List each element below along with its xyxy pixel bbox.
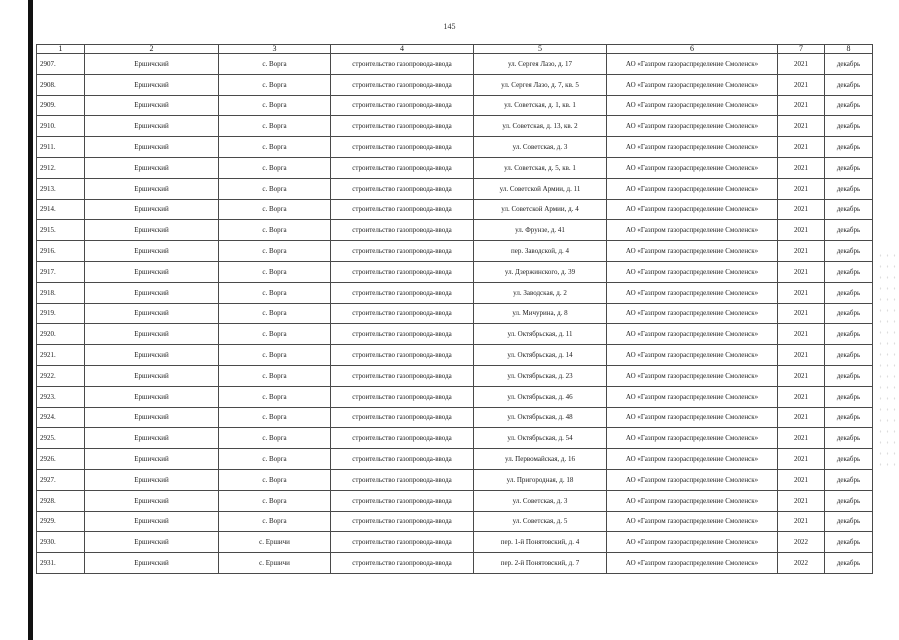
- row-number: 2923.: [37, 386, 85, 407]
- work-type-cell: строительство газопровода-ввода: [331, 386, 474, 407]
- address-cell: ул. Октябрьская, д. 14: [474, 345, 607, 366]
- year-cell: 2021: [778, 116, 825, 137]
- work-type-cell: строительство газопровода-ввода: [331, 365, 474, 386]
- year-cell: 2021: [778, 365, 825, 386]
- table-row: [37, 386, 873, 407]
- year-cell: 2021: [778, 74, 825, 95]
- work-type-cell: строительство газопровода-ввода: [331, 449, 474, 470]
- organization-cell: АО «Газпром газораспределение Смоленск»: [607, 95, 778, 116]
- year-cell: 2021: [778, 54, 825, 75]
- address-cell: ул. Фрунзе, д. 41: [474, 220, 607, 241]
- row-number: 2926.: [37, 449, 85, 470]
- month-cell: декабрь: [825, 365, 873, 386]
- work-type-cell: строительство газопровода-ввода: [331, 511, 474, 532]
- address-cell: ул. Октябрьская, д. 46: [474, 386, 607, 407]
- month-cell: декабрь: [825, 74, 873, 95]
- district-cell: Ершичский: [85, 241, 219, 262]
- work-type-cell: строительство газопровода-ввода: [331, 303, 474, 324]
- organization-cell: АО «Газпром газораспределение Смоленск»: [607, 449, 778, 470]
- column-header: 1: [37, 45, 85, 54]
- settlement-cell: с. Ворга: [219, 74, 331, 95]
- month-cell: декабрь: [825, 532, 873, 553]
- work-type-cell: строительство газопровода-ввода: [331, 261, 474, 282]
- table-row: [37, 95, 873, 116]
- work-type-cell: строительство газопровода-ввода: [331, 199, 474, 220]
- month-cell: декабрь: [825, 137, 873, 158]
- settlement-cell: с. Ворга: [219, 407, 331, 428]
- district-cell: Ершичский: [85, 345, 219, 366]
- column-header: 4: [331, 45, 474, 54]
- organization-cell: АО «Газпром газораспределение Смоленск»: [607, 220, 778, 241]
- district-cell: Ершичский: [85, 157, 219, 178]
- address-cell: ул. Советская, д. 5: [474, 511, 607, 532]
- settlement-cell: с. Ворга: [219, 449, 331, 470]
- settlement-cell: с. Ворга: [219, 220, 331, 241]
- month-cell: декабрь: [825, 511, 873, 532]
- address-cell: пер. 2-й Понятовский, д. 7: [474, 553, 607, 574]
- district-cell: Ершичский: [85, 116, 219, 137]
- organization-cell: АО «Газпром газораспределение Смоленск»: [607, 386, 778, 407]
- table-row: [37, 137, 873, 158]
- row-number: 2909.: [37, 95, 85, 116]
- address-cell: пер. 1-й Понятовский, д. 4: [474, 532, 607, 553]
- row-number: 2922.: [37, 365, 85, 386]
- year-cell: 2021: [778, 220, 825, 241]
- table-row: [37, 116, 873, 137]
- table-row: [37, 54, 873, 75]
- organization-cell: АО «Газпром газораспределение Смоленск»: [607, 303, 778, 324]
- settlement-cell: с. Ворга: [219, 303, 331, 324]
- district-cell: Ершичский: [85, 95, 219, 116]
- month-cell: декабрь: [825, 282, 873, 303]
- table-row: [37, 553, 873, 574]
- table-header-row: [37, 45, 873, 54]
- column-header: 2: [85, 45, 219, 54]
- row-number: 2928.: [37, 490, 85, 511]
- work-type-cell: строительство газопровода-ввода: [331, 178, 474, 199]
- organization-cell: АО «Газпром газораспределение Смоленск»: [607, 74, 778, 95]
- table-row: [37, 365, 873, 386]
- address-cell: ул. Октябрьская, д. 23: [474, 365, 607, 386]
- month-cell: декабрь: [825, 54, 873, 75]
- work-type-cell: строительство газопровода-ввода: [331, 490, 474, 511]
- settlement-cell: с. Ворга: [219, 95, 331, 116]
- row-number: 2919.: [37, 303, 85, 324]
- settlement-cell: с. Ворга: [219, 116, 331, 137]
- district-cell: Ершичский: [85, 449, 219, 470]
- district-cell: Ершичский: [85, 282, 219, 303]
- district-cell: Ершичский: [85, 220, 219, 241]
- work-type-cell: строительство газопровода-ввода: [331, 532, 474, 553]
- year-cell: 2021: [778, 511, 825, 532]
- works-table: [36, 44, 873, 574]
- row-number: 2908.: [37, 74, 85, 95]
- district-cell: Ершичский: [85, 553, 219, 574]
- year-cell: 2021: [778, 386, 825, 407]
- organization-cell: АО «Газпром газораспределение Смоленск»: [607, 282, 778, 303]
- month-cell: декабрь: [825, 553, 873, 574]
- table-row: [37, 74, 873, 95]
- settlement-cell: с. Ворга: [219, 54, 331, 75]
- year-cell: 2021: [778, 490, 825, 511]
- row-number: 2930.: [37, 532, 85, 553]
- table-row: [37, 449, 873, 470]
- address-cell: ул. Советской Армии, д. 4: [474, 199, 607, 220]
- settlement-cell: с. Ворга: [219, 365, 331, 386]
- work-type-cell: строительство газопровода-ввода: [331, 137, 474, 158]
- work-type-cell: строительство газопровода-ввода: [331, 553, 474, 574]
- year-cell: 2021: [778, 428, 825, 449]
- year-cell: 2021: [778, 241, 825, 262]
- month-cell: декабрь: [825, 95, 873, 116]
- settlement-cell: с. Ершичи: [219, 553, 331, 574]
- organization-cell: АО «Газпром газораспределение Смоленск»: [607, 407, 778, 428]
- organization-cell: АО «Газпром газораспределение Смоленск»: [607, 241, 778, 262]
- table-row: [37, 220, 873, 241]
- address-cell: ул. Советская, д. 1, кв. 1: [474, 95, 607, 116]
- row-number: 2907.: [37, 54, 85, 75]
- settlement-cell: с. Ворга: [219, 428, 331, 449]
- work-type-cell: строительство газопровода-ввода: [331, 241, 474, 262]
- row-number: 2911.: [37, 137, 85, 158]
- organization-cell: АО «Газпром газораспределение Смоленск»: [607, 511, 778, 532]
- organization-cell: АО «Газпром газораспределение Смоленск»: [607, 137, 778, 158]
- row-number: 2917.: [37, 261, 85, 282]
- organization-cell: АО «Газпром газораспределение Смоленск»: [607, 199, 778, 220]
- year-cell: 2021: [778, 324, 825, 345]
- row-number: 2931.: [37, 553, 85, 574]
- row-number: 2910.: [37, 116, 85, 137]
- month-cell: декабрь: [825, 490, 873, 511]
- column-header: 6: [607, 45, 778, 54]
- address-cell: ул. Советская, д. 13, кв. 2: [474, 116, 607, 137]
- district-cell: Ершичский: [85, 511, 219, 532]
- month-cell: декабрь: [825, 157, 873, 178]
- organization-cell: АО «Газпром газораспределение Смоленск»: [607, 261, 778, 282]
- address-cell: пер. Заводской, д. 4: [474, 241, 607, 262]
- organization-cell: АО «Газпром газораспределение Смоленск»: [607, 428, 778, 449]
- district-cell: Ершичский: [85, 178, 219, 199]
- year-cell: 2022: [778, 532, 825, 553]
- address-cell: ул. Советская, д. 5, кв. 1: [474, 157, 607, 178]
- table-row: [37, 178, 873, 199]
- work-type-cell: строительство газопровода-ввода: [331, 95, 474, 116]
- settlement-cell: с. Ворга: [219, 261, 331, 282]
- row-number: 2915.: [37, 220, 85, 241]
- table-row: [37, 324, 873, 345]
- work-type-cell: строительство газопровода-ввода: [331, 157, 474, 178]
- address-cell: ул. Советская, д. 3: [474, 490, 607, 511]
- month-cell: декабрь: [825, 241, 873, 262]
- organization-cell: АО «Газпром газораспределение Смоленск»: [607, 365, 778, 386]
- year-cell: 2021: [778, 345, 825, 366]
- work-type-cell: строительство газопровода-ввода: [331, 116, 474, 137]
- table-row: [37, 490, 873, 511]
- table-row: [37, 241, 873, 262]
- district-cell: Ершичский: [85, 303, 219, 324]
- work-type-cell: строительство газопровода-ввода: [331, 469, 474, 490]
- settlement-cell: с. Ворга: [219, 137, 331, 158]
- scan-edge-shadow: [28, 0, 33, 640]
- table-row: [37, 407, 873, 428]
- address-cell: ул. Дзержинского, д. 39: [474, 261, 607, 282]
- settlement-cell: с. Ворга: [219, 324, 331, 345]
- row-number: 2918.: [37, 282, 85, 303]
- settlement-cell: с. Ворга: [219, 511, 331, 532]
- organization-cell: АО «Газпром газораспределение Смоленск»: [607, 490, 778, 511]
- address-cell: ул. Первомайская, д. 16: [474, 449, 607, 470]
- row-number: 2920.: [37, 324, 85, 345]
- row-number: 2927.: [37, 469, 85, 490]
- address-cell: ул. Октябрьская, д. 11: [474, 324, 607, 345]
- year-cell: 2021: [778, 178, 825, 199]
- settlement-cell: с. Ворга: [219, 178, 331, 199]
- month-cell: декабрь: [825, 303, 873, 324]
- month-cell: декабрь: [825, 178, 873, 199]
- organization-cell: АО «Газпром газораспределение Смоленск»: [607, 532, 778, 553]
- row-number: 2916.: [37, 241, 85, 262]
- year-cell: 2021: [778, 303, 825, 324]
- work-type-cell: строительство газопровода-ввода: [331, 345, 474, 366]
- row-number: 2912.: [37, 157, 85, 178]
- year-cell: 2021: [778, 95, 825, 116]
- row-number: 2924.: [37, 407, 85, 428]
- address-cell: ул. Мичурина, д. 8: [474, 303, 607, 324]
- address-cell: ул. Советской Армии, д. 11: [474, 178, 607, 199]
- district-cell: Ершичский: [85, 54, 219, 75]
- settlement-cell: с. Ершичи: [219, 532, 331, 553]
- district-cell: Ершичский: [85, 365, 219, 386]
- column-header: 8: [825, 45, 873, 54]
- year-cell: 2021: [778, 449, 825, 470]
- address-cell: ул. Сергея Лазо, д. 7, кв. 5: [474, 74, 607, 95]
- page-number: 145: [443, 22, 456, 31]
- work-type-cell: строительство газопровода-ввода: [331, 428, 474, 449]
- district-cell: Ершичский: [85, 428, 219, 449]
- year-cell: 2021: [778, 261, 825, 282]
- organization-cell: АО «Газпром газораспределение Смоленск»: [607, 54, 778, 75]
- settlement-cell: с. Ворга: [219, 490, 331, 511]
- district-cell: Ершичский: [85, 261, 219, 282]
- settlement-cell: с. Ворга: [219, 345, 331, 366]
- district-cell: Ершичский: [85, 407, 219, 428]
- row-number: 2913.: [37, 178, 85, 199]
- address-cell: ул. Октябрьская, д. 48: [474, 407, 607, 428]
- row-number: 2921.: [37, 345, 85, 366]
- month-cell: декабрь: [825, 220, 873, 241]
- month-cell: декабрь: [825, 116, 873, 137]
- settlement-cell: с. Ворга: [219, 241, 331, 262]
- year-cell: 2021: [778, 137, 825, 158]
- district-cell: Ершичский: [85, 532, 219, 553]
- table-row: [37, 532, 873, 553]
- settlement-cell: с. Ворга: [219, 157, 331, 178]
- organization-cell: АО «Газпром газораспределение Смоленск»: [607, 157, 778, 178]
- month-cell: декабрь: [825, 449, 873, 470]
- year-cell: 2021: [778, 407, 825, 428]
- organization-cell: АО «Газпром газораспределение Смоленск»: [607, 178, 778, 199]
- district-cell: Ершичский: [85, 74, 219, 95]
- address-cell: ул. Октябрьская, д. 54: [474, 428, 607, 449]
- district-cell: Ершичский: [85, 386, 219, 407]
- district-cell: Ершичский: [85, 490, 219, 511]
- table-row: [37, 199, 873, 220]
- work-type-cell: строительство газопровода-ввода: [331, 74, 474, 95]
- month-cell: декабрь: [825, 345, 873, 366]
- organization-cell: АО «Газпром газораспределение Смоленск»: [607, 116, 778, 137]
- address-cell: ул. Сергея Лазо, д. 17: [474, 54, 607, 75]
- year-cell: 2021: [778, 157, 825, 178]
- month-cell: декабрь: [825, 428, 873, 449]
- table-body: [37, 54, 873, 574]
- month-cell: декабрь: [825, 469, 873, 490]
- year-cell: 2021: [778, 282, 825, 303]
- month-cell: декабрь: [825, 407, 873, 428]
- column-header: 5: [474, 45, 607, 54]
- district-cell: Ершичский: [85, 199, 219, 220]
- year-cell: 2021: [778, 469, 825, 490]
- work-type-cell: строительство газопровода-ввода: [331, 54, 474, 75]
- table-row: [37, 345, 873, 366]
- table-row: [37, 511, 873, 532]
- settlement-cell: с. Ворга: [219, 199, 331, 220]
- table-row: [37, 303, 873, 324]
- row-number: 2929.: [37, 511, 85, 532]
- table-row: [37, 261, 873, 282]
- month-cell: декабрь: [825, 386, 873, 407]
- work-type-cell: строительство газопровода-ввода: [331, 324, 474, 345]
- row-number: 2914.: [37, 199, 85, 220]
- settlement-cell: с. Ворга: [219, 386, 331, 407]
- address-cell: ул. Заводская, д. 2: [474, 282, 607, 303]
- table-row: [37, 469, 873, 490]
- work-type-cell: строительство газопровода-ввода: [331, 282, 474, 303]
- work-type-cell: строительство газопровода-ввода: [331, 220, 474, 241]
- district-cell: Ершичский: [85, 137, 219, 158]
- column-header: 7: [778, 45, 825, 54]
- year-cell: 2022: [778, 553, 825, 574]
- work-type-cell: строительство газопровода-ввода: [331, 407, 474, 428]
- month-cell: декабрь: [825, 261, 873, 282]
- row-number: 2925.: [37, 428, 85, 449]
- organization-cell: АО «Газпром газораспределение Смоленск»: [607, 324, 778, 345]
- column-header: 3: [219, 45, 331, 54]
- table-row: [37, 282, 873, 303]
- year-cell: 2021: [778, 199, 825, 220]
- organization-cell: АО «Газпром газораспределение Смоленск»: [607, 469, 778, 490]
- district-cell: Ершичский: [85, 324, 219, 345]
- month-cell: декабрь: [825, 324, 873, 345]
- address-cell: ул. Пригородная, д. 18: [474, 469, 607, 490]
- organization-cell: АО «Газпром газораспределение Смоленск»: [607, 553, 778, 574]
- table-row: [37, 428, 873, 449]
- address-cell: ул. Советская, д. 3: [474, 137, 607, 158]
- month-cell: декабрь: [825, 199, 873, 220]
- table-row: [37, 157, 873, 178]
- organization-cell: АО «Газпром газораспределение Смоленск»: [607, 345, 778, 366]
- settlement-cell: с. Ворга: [219, 282, 331, 303]
- district-cell: Ершичский: [85, 469, 219, 490]
- scan-noise: [877, 250, 897, 470]
- settlement-cell: с. Ворга: [219, 469, 331, 490]
